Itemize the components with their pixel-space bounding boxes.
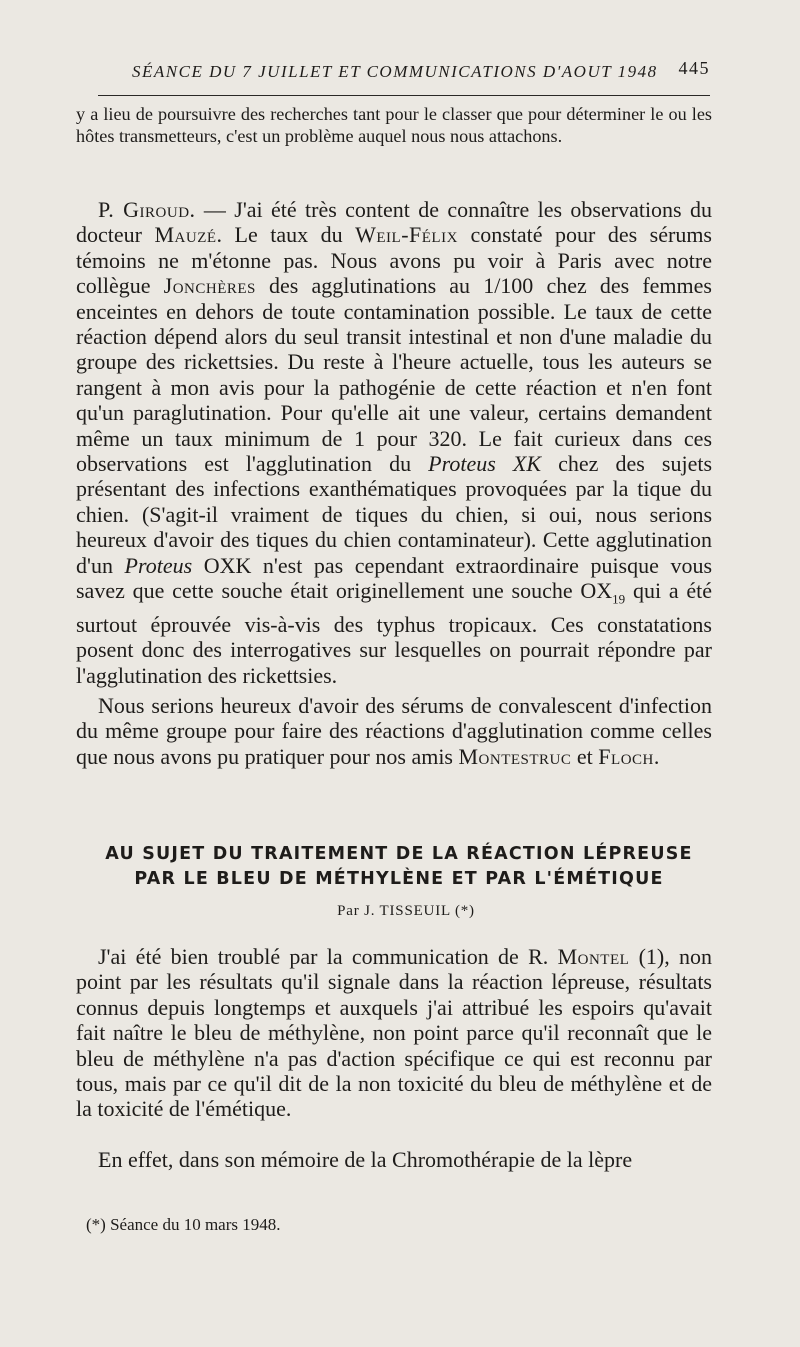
text-run: — J'ai été très content de connaître les observations du docteur [76, 197, 712, 248]
page-number: 445 [678, 58, 710, 78]
text-run: Nous serions heureux d'avoir des sérums de convalescent d'infection du même groupe pour faire des réactions d'agglutination comme celles que nous avons pu pratiquer pour nos amis [76, 693, 712, 769]
text-run: et [571, 743, 599, 769]
section-title-line-2: PAR LE BLEU DE MÉTHYLÈNE ET PAR L'ÉMÉTIQUE [134, 869, 664, 889]
text-run: chez des sujets présentant des infections exanthématiques provoquées par la tique du chien. (S'agit-il vraiment de tiques du chien, si oui, nous serions heureux d'avoir des tiques du chien contaminateur). Cette agglutination d'un [76, 451, 713, 578]
text-run: constaté pour des sérums témoins ne m'étonne pas. Nous avons pu voir à Paris avec notre collègue [76, 222, 712, 299]
author-name: Montel [557, 944, 630, 969]
section-title [60, 842, 738, 892]
text-run: J'ai été bien troublé par la communication de R. [98, 944, 558, 969]
giroud-paragraph [76, 197, 712, 688]
giroud-paragraph-2 [76, 693, 712, 769]
header-rule [98, 95, 710, 96]
byline: Par J. TISSEUIL (*) [337, 903, 475, 919]
text-run: des agglutinations au 1/100 chez des femmes enceintes en dehors de toute contamination possible. Le taux de cette réaction dépend alors du seul transit intestinal et non d'une maladie du groupe des rickettsies. Du reste à l'heure actuelle, tous les auteurs se rangent à mon avis pour la pathogénie de cette réaction et n'en font qu'un paraglutination. Pour qu'elle ait une valeur, certains demandent même un taux minimum de 1 pour 320. Le fait curieux dans ces observations est l'agglutination du [76, 273, 712, 477]
footnote: (*) Séance du 10 mars 1948. [86, 1215, 281, 1234]
continuation-paragraph: y a lieu de poursuivre des recherches tant pour le classer que pour déterminer le ou les hôtes transmetteurs, c'est un problème auquel nous nous attachons. [76, 104, 712, 146]
section-title-line-1: AU SUJET DU TRAITEMENT DE LA RÉACTION LÉPREUSE [105, 844, 693, 864]
subscript: 19 [612, 591, 626, 607]
tisseuil-paragraph-2: En effet, dans son mémoire de la Chromothérapie de la lèpre [98, 1147, 633, 1172]
text-run: qui a été surtout éprouvée vis-à-vis des typhus tropicaux. Ces constatations posent donc des interrogatives sur lesquelles on pourrait répondre par l'agglutination des rickettsies. [76, 578, 712, 688]
author-name: Jonchères [163, 273, 256, 299]
author-name: Floch [598, 743, 654, 769]
speaker-name: P. Giroud. [98, 197, 196, 222]
text-run: . [653, 743, 660, 769]
running-head [118, 58, 710, 82]
italic-term: Proteus XK [428, 451, 541, 477]
text-run: (1), non point par les résultats qu'il signale dans la réaction lépreuse, résultats connus depuis longtemps et auxquels j'ai attribué les espoirs qu'avait fait naître le bleu de méthylène, non point parce qu'il reconnaît que le bleu de méthylène n'a pas d'action spécifique ce qui est reconnu par tous, mais par ce qu'il dit de la non toxicité du bleu de méthylène et de la toxicité de l'émétique. [76, 944, 713, 1122]
text-run: . Le taux du [216, 222, 356, 248]
author-name: Weil-Félix [355, 222, 458, 248]
author-name: Montestruc [458, 743, 572, 769]
italic-term: Proteus [124, 552, 193, 578]
running-head-title: SÉANCE DU 7 JUILLET ET COMMUNICATIONS D'AOUT 1948 [132, 62, 658, 81]
author-name: Mauzé [154, 222, 217, 248]
text-run: OXK n'est pas cependant extraordinaire puisque vous savez que cette souche était originellement une souche OX [76, 552, 713, 604]
tisseuil-paragraph [76, 944, 712, 1122]
